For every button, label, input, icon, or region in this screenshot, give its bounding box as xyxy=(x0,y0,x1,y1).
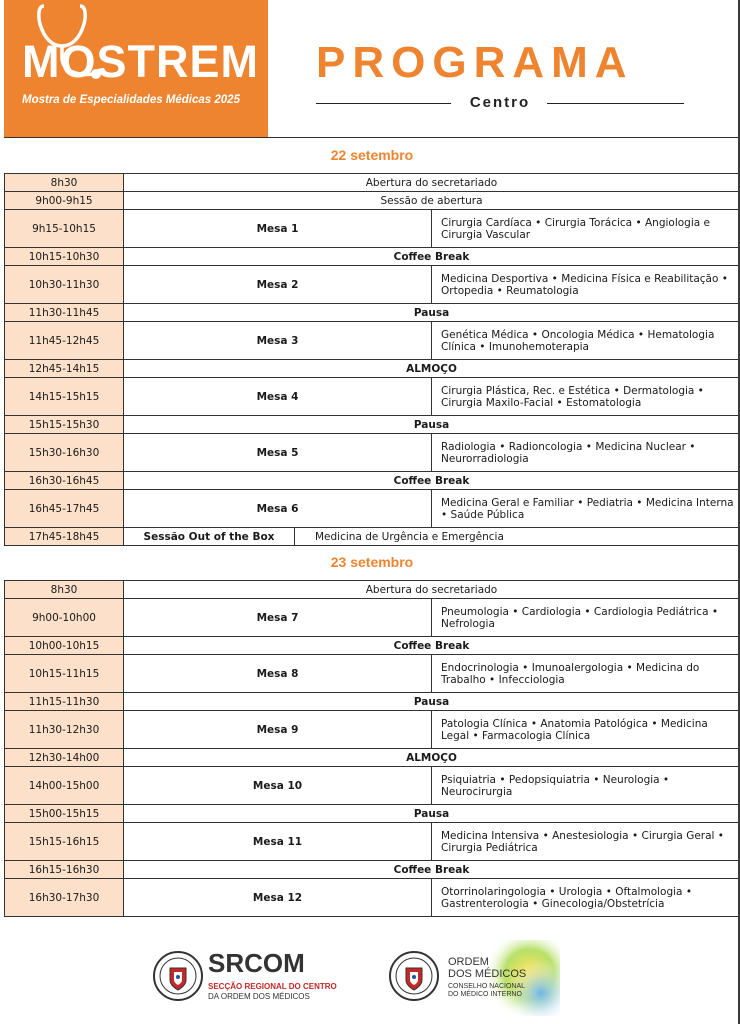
time-cell: 15h15-15h30 xyxy=(5,416,124,434)
schedule-row xyxy=(5,528,740,546)
day-title: 23 setembro xyxy=(330,554,414,570)
specialties-cell: Medicina Geral e Familiar • Pediatria • Medicina Interna • Saúde Pública xyxy=(432,490,740,528)
mesa-cell: Mesa 9 xyxy=(124,711,432,749)
time-cell: 16h45-17h45 xyxy=(5,490,124,528)
mesa-cell: Mesa 8 xyxy=(124,655,432,693)
schedule-row xyxy=(5,805,740,823)
page-title: PROGRAMA xyxy=(316,38,634,87)
mesa-cell: Mesa 2 xyxy=(124,266,432,304)
region-label: Centro xyxy=(469,94,531,111)
time-cell: 16h30-16h45 xyxy=(5,472,124,490)
schedule-row xyxy=(5,434,740,472)
mesa-cell: Mesa 10 xyxy=(124,767,432,805)
time-cell: 11h45-12h45 xyxy=(5,322,124,360)
time-cell: 10h15-11h15 xyxy=(5,655,124,693)
event-cell: Abertura do secretariado xyxy=(124,174,740,192)
specialties-cell: Psiquiatria • Pedopsiquiatria • Neurologia • Neurocirurgia xyxy=(432,767,740,805)
specialties-cell: Endocrinologia • Imunoalergologia • Medicina do Trabalho • Infecciologia xyxy=(432,655,740,693)
srcom-line2: DA ORDEM DOS MÉDICOS xyxy=(208,992,310,1001)
specialties-cell: Cirurgia Plástica, Rec. e Estética • Dermatologia • Cirurgia Maxilo-Facial • Estomatologia xyxy=(432,378,740,416)
specialties-cell: Medicina Desportiva • Medicina Física e Reabilitação • Ortopedia • Reumatologia xyxy=(432,266,740,304)
specialties-cell: Patologia Clínica • Anatomia Patológica • Medicina Legal • Farmacologia Clínica xyxy=(432,711,740,749)
time-cell: 10h15-10h30 xyxy=(5,248,124,266)
specialties-cell: Cirurgia Cardíaca • Cirurgia Torácica • Angiologia e Cirurgia Vascular xyxy=(432,210,740,248)
break-cell: Pausa xyxy=(124,416,740,434)
schedule-row xyxy=(5,749,740,767)
ordem-seal-icon xyxy=(388,946,440,1006)
time-cell: 9h00-10h00 xyxy=(5,599,124,637)
schedule-row xyxy=(5,192,740,210)
schedule-row xyxy=(5,210,740,248)
schedule-row xyxy=(5,360,740,378)
break-cell: ALMOÇO xyxy=(124,360,740,378)
time-cell: 15h00-15h15 xyxy=(5,805,124,823)
schedule-row xyxy=(5,322,740,360)
schedule-row xyxy=(5,637,740,655)
schedule-row xyxy=(5,823,740,861)
header xyxy=(0,0,740,137)
time-cell: 14h00-15h00 xyxy=(5,767,124,805)
schedule-row xyxy=(5,655,740,693)
break-cell: Coffee Break xyxy=(124,248,740,266)
break-cell: Coffee Break xyxy=(124,861,740,879)
ordem-line4: DO MÉDICO INTERNO xyxy=(448,991,522,998)
schedule-row xyxy=(5,599,740,637)
footer xyxy=(4,920,740,1024)
region-label-wrap xyxy=(316,93,684,113)
time-cell: 10h30-11h30 xyxy=(5,266,124,304)
ordem-line3: CONSELHO NACIONAL xyxy=(448,983,526,990)
brand-subtitle: Mostra de Especialidades Médicas 2025 xyxy=(22,94,240,106)
schedule-row xyxy=(5,581,740,599)
time-cell: 11h30-12h30 xyxy=(5,711,124,749)
schedule-row xyxy=(5,711,740,749)
time-cell: 11h30-11h45 xyxy=(5,304,124,322)
break-cell: Pausa xyxy=(124,304,740,322)
time-cell: 16h30-17h30 xyxy=(5,879,124,917)
ordem-seal-icon xyxy=(152,946,204,1006)
schedule-row xyxy=(5,879,740,917)
schedule-table xyxy=(4,580,740,917)
time-cell: 9h15-10h15 xyxy=(5,210,124,248)
ootb-session-label: Sessão Out of the Box xyxy=(124,528,295,545)
mesa-cell: Mesa 6 xyxy=(124,490,432,528)
schedule-row xyxy=(5,861,740,879)
time-cell: 8h30 xyxy=(5,581,124,599)
ordem-line2: DOS MÉDICOS xyxy=(448,968,527,980)
break-cell: Coffee Break xyxy=(124,472,740,490)
specialties-cell: Genética Médica • Oncologia Médica • Hematologia Clínica • Imunohemoterapia xyxy=(432,322,740,360)
time-cell: 17h45-18h45 xyxy=(5,528,124,546)
srcom-line1: SECÇÃO REGIONAL DO CENTRO xyxy=(208,982,337,991)
break-cell: Pausa xyxy=(124,693,740,711)
schedule-row xyxy=(5,693,740,711)
mesa-cell: Mesa 7 xyxy=(124,599,432,637)
schedule-row xyxy=(5,266,740,304)
schedule-row xyxy=(5,416,740,434)
schedule-row xyxy=(5,767,740,805)
time-cell: 11h15-11h30 xyxy=(5,693,124,711)
time-cell: 15h15-16h15 xyxy=(5,823,124,861)
time-cell: 15h30-16h30 xyxy=(5,434,124,472)
time-cell: 9h00-9h15 xyxy=(5,192,124,210)
schedule-row xyxy=(5,472,740,490)
time-cell: 12h30-14h00 xyxy=(5,749,124,767)
brand-block xyxy=(4,0,268,137)
mesa-cell: Mesa 12 xyxy=(124,879,432,917)
srcom-name: SRCOM xyxy=(208,948,305,978)
specialties-cell: Medicina Intensiva • Anestesiologia • Cirurgia Geral • Cirurgia Pediátrica xyxy=(432,823,740,861)
break-cell: ALMOÇO xyxy=(124,749,740,767)
mesa-cell: Mesa 3 xyxy=(124,322,432,360)
ordem-line1: ORDEM xyxy=(448,956,489,968)
ootb-row-cell xyxy=(124,528,740,546)
time-cell: 16h15-16h30 xyxy=(5,861,124,879)
time-cell: 12h45-14h15 xyxy=(5,360,124,378)
event-cell: Sessão de abertura xyxy=(124,192,740,210)
schedule-row xyxy=(5,490,740,528)
time-cell: 10h00-10h15 xyxy=(5,637,124,655)
specialties-cell: Pneumologia • Cardiologia • Cardiologia Pediátrica • Nefrologia xyxy=(432,599,740,637)
brand-title: MOSTREM xyxy=(22,36,259,87)
schedule-row xyxy=(5,248,740,266)
specialties-cell: Radiologia • Radioncologia • Medicina Nuclear • Neurorradiologia xyxy=(432,434,740,472)
mesa-cell: Mesa 5 xyxy=(124,434,432,472)
schedule-row xyxy=(5,378,740,416)
mesa-cell: Mesa 1 xyxy=(124,210,432,248)
mesa-cell: Mesa 11 xyxy=(124,823,432,861)
header-divider xyxy=(4,137,740,138)
ootb-session-topic: Medicina de Urgência e Emergência xyxy=(315,530,504,543)
schedule-row xyxy=(5,174,740,192)
schedule-table xyxy=(4,173,740,546)
schedule-row xyxy=(5,304,740,322)
break-cell: Pausa xyxy=(124,805,740,823)
time-cell: 8h30 xyxy=(5,174,124,192)
event-cell: Abertura do secretariado xyxy=(124,581,740,599)
mesa-cell: Mesa 4 xyxy=(124,378,432,416)
day-title: 22 setembro xyxy=(330,147,414,163)
break-cell: Coffee Break xyxy=(124,637,740,655)
specialties-cell: Otorrinolaringologia • Urologia • Oftalmologia • Gastrenterologia • Ginecologia/Obstetrícia xyxy=(432,879,740,917)
time-cell: 14h15-15h15 xyxy=(5,378,124,416)
